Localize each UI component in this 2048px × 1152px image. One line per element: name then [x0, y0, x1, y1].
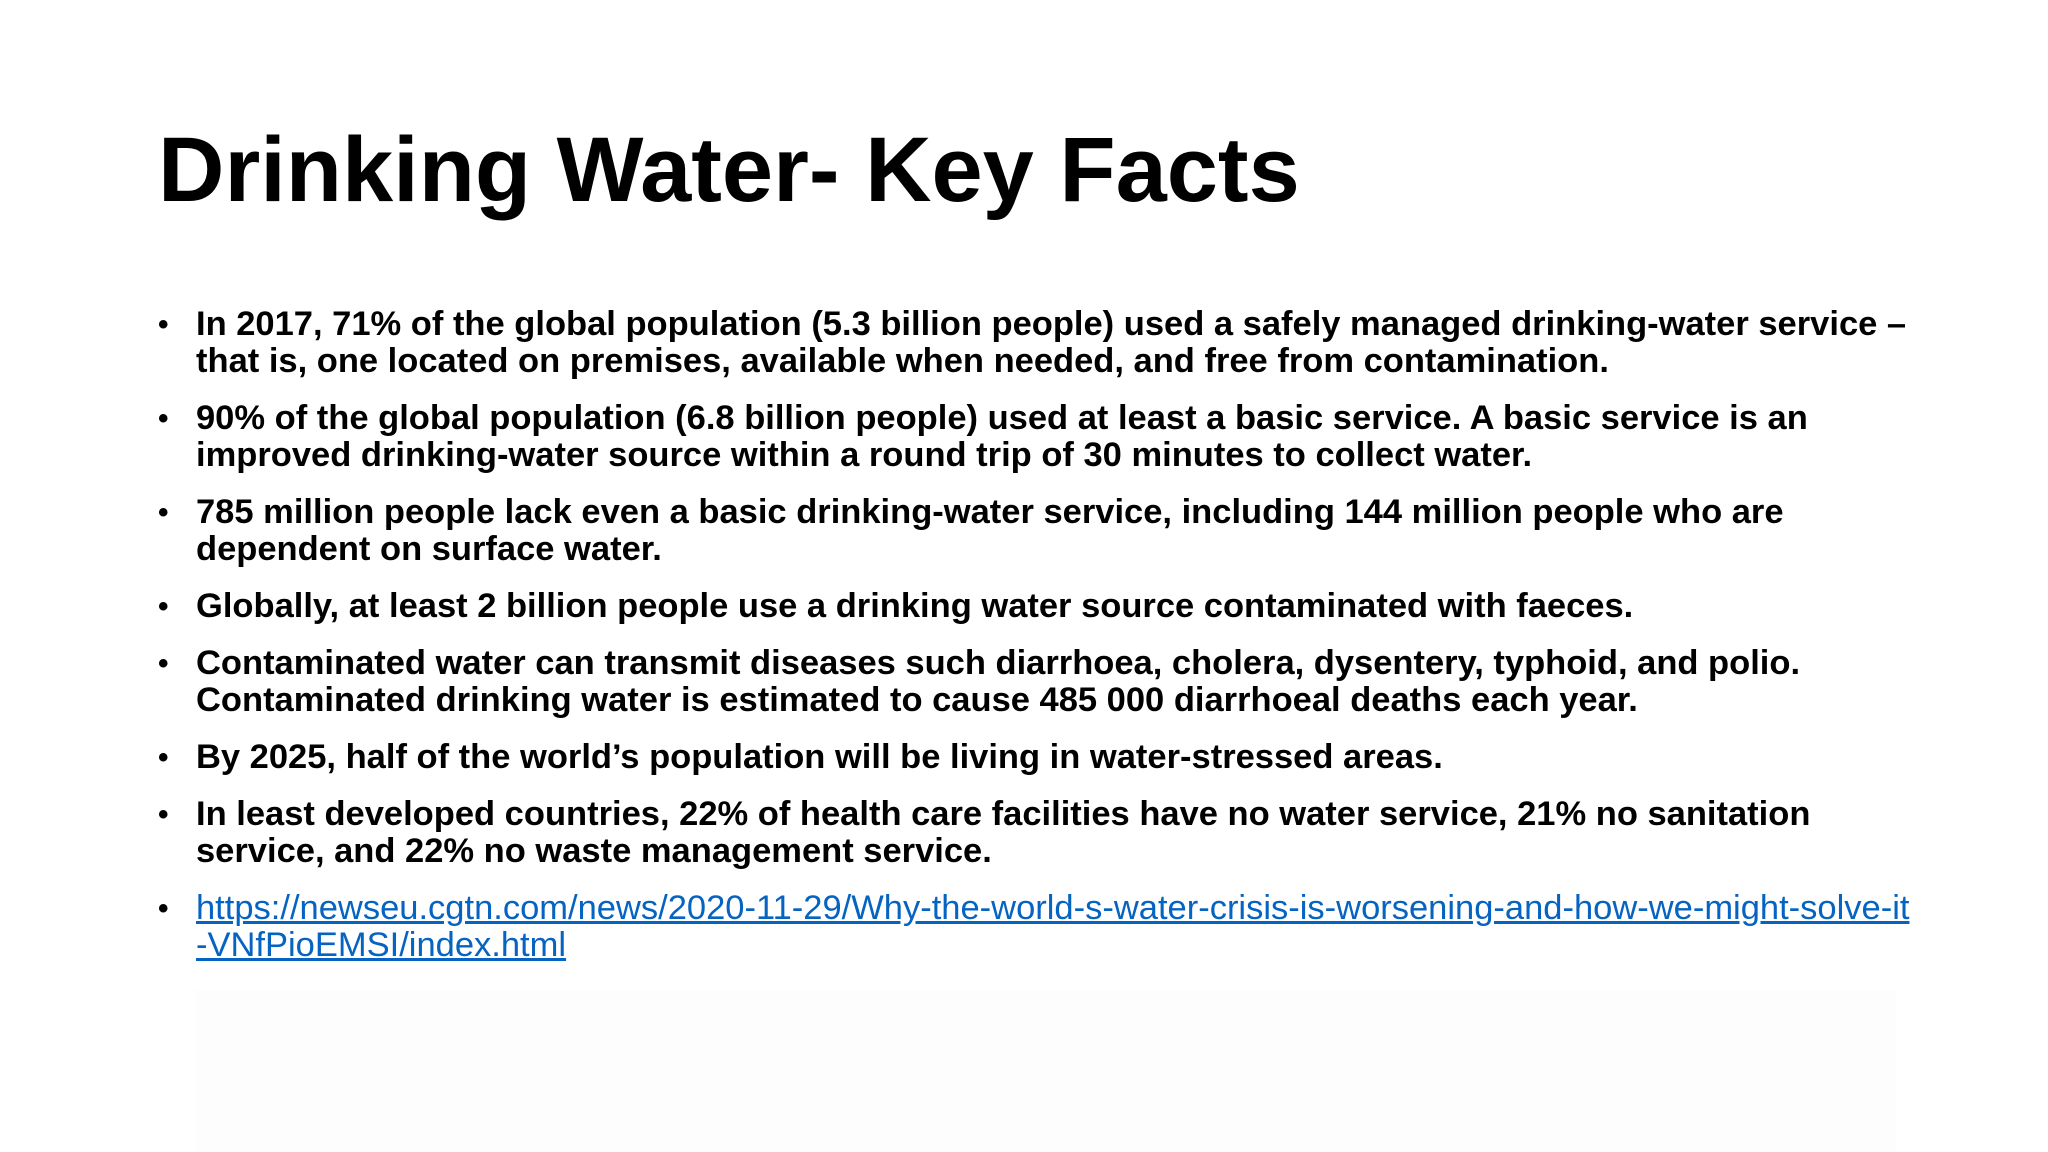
bullet-icon: • — [158, 798, 169, 831]
bullet-item — [158, 494, 1918, 568]
bullet-icon: • — [158, 647, 169, 680]
bullet-item — [158, 796, 1918, 870]
bullet-icon: • — [158, 496, 169, 529]
background-panel — [196, 990, 1896, 1152]
bullet-text: Globally, at least 2 billion people use a drinking water source contaminated with faeces. — [196, 587, 1634, 625]
bullet-item — [158, 306, 1918, 380]
bullet-icon: • — [158, 892, 169, 925]
bullet-text: Contaminated water can transmit diseases such diarrhoea, cholera, dysentery, typhoid, and polio. Contaminated drinking water is estimated to cause 485 000 diarrhoeal deaths each year. — [196, 644, 1801, 719]
bullet-item — [158, 588, 1918, 625]
bullet-text: By 2025, half of the world’s population will be living in water-stressed areas. — [196, 738, 1443, 776]
bullet-item — [158, 739, 1918, 776]
bullet-icon: • — [158, 402, 169, 435]
bullet-text: In 2017, 71% of the global population (5.3 billion people) used a safely managed drinking-water service – that is, one located on premises, available when needed, and free from contamination. — [196, 305, 1907, 380]
bullet-text: 785 million people lack even a basic drinking-water service, including 144 million people who are dependent on surface water. — [196, 493, 1784, 568]
bullet-icon: • — [158, 590, 169, 623]
bullet-text: 90% of the global population (6.8 billion people) used at least a basic service. A basic service is an improved drinking-water source within a round trip of 30 minutes to collect water. — [196, 399, 1808, 474]
bullet-icon: • — [158, 741, 169, 774]
source-link[interactable]: https://newseu.cgtn.com/news/2020-11-29/Why-the-world-s-water-crisis-is-worsening-and-how-we-might-solve-it-VNfPioEMSI/index.html — [196, 889, 1910, 964]
bullet-text: In least developed countries, 22% of health care facilities have no water service, 21% no sanitation service, and 22% no waste management service. — [196, 795, 1811, 870]
bullet-list — [158, 306, 1918, 984]
bullet-item — [158, 645, 1918, 719]
slide-title: Drinking Water- Key Facts — [158, 119, 1300, 221]
bullet-icon: • — [158, 308, 169, 341]
bullet-item-link — [158, 890, 1918, 964]
bullet-item — [158, 400, 1918, 474]
